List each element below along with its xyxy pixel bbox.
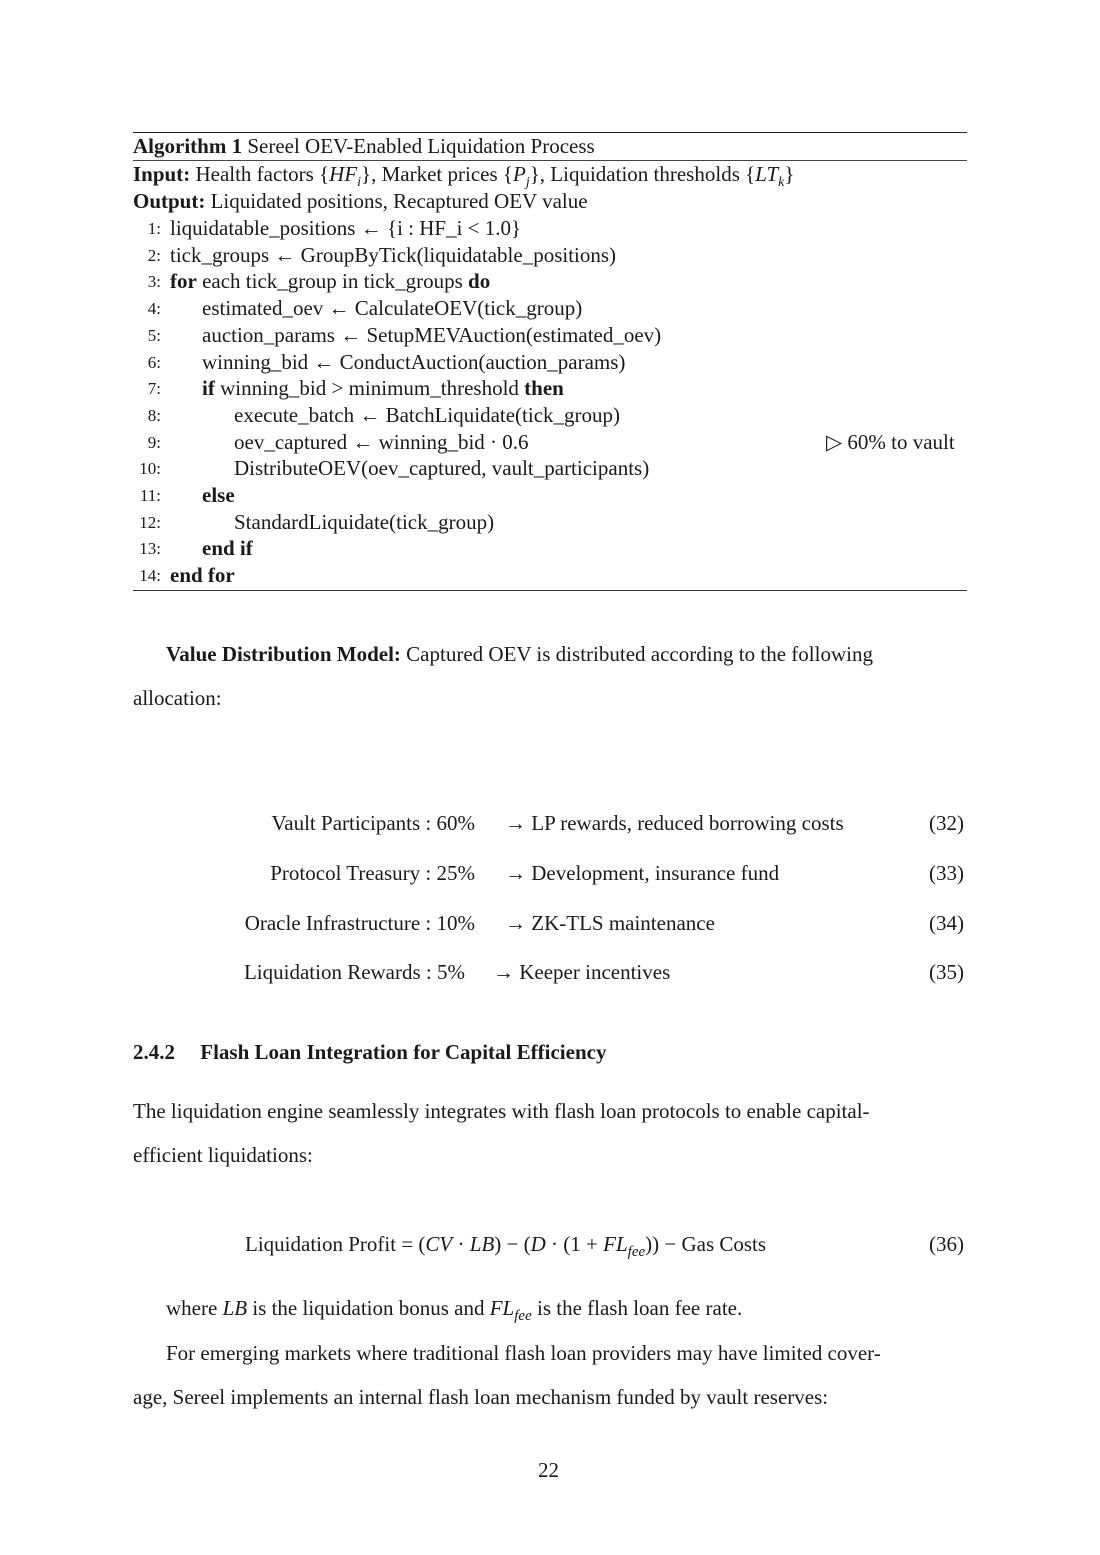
allocation-label: Liquidation Rewards : 5%	[243, 960, 465, 984]
allocation-label: Vault Participants : 60%	[271, 811, 475, 835]
value-model-text: Captured OEV is distributed according to the following	[406, 642, 873, 666]
allocation-description: → ZK-TLS maintenance	[505, 911, 715, 935]
line-text: winning_bid > minimum_threshold	[220, 376, 519, 401]
value-model-line1	[166, 642, 873, 667]
line-number: 1:	[147, 219, 161, 238]
line-text: DistributeOEV(oev_captured, vault_participants)	[234, 456, 650, 481]
section-number: 2.4.2	[133, 1040, 175, 1064]
line-number: 3:	[147, 272, 161, 292]
line-text: estimated_oev ← CalculateOEV(tick_group)	[202, 296, 583, 321]
line-text: winning_bid ← ConductAuction(auction_params)	[202, 349, 626, 374]
output-label: Output:	[133, 189, 206, 213]
where-word: where	[166, 1296, 218, 1320]
line-body	[202, 350, 625, 375]
line-body	[234, 430, 529, 455]
line-number: 5:	[147, 325, 161, 345]
line-number: 2:	[147, 245, 161, 265]
keyword: end if	[202, 536, 253, 561]
page-number: 22	[538, 1458, 559, 1482]
line-comment: ▷ 60% to vault	[826, 429, 955, 454]
equation-36-number: (36)	[929, 1232, 964, 1256]
keyword: then	[524, 376, 564, 401]
algorithm-caption	[133, 134, 595, 159]
line-number: 4:	[147, 299, 161, 319]
emerging-line2: age, Sereel implements an internal flash loan mechanism funded by vault reserves:	[133, 1385, 829, 1409]
keyword: do	[468, 269, 491, 294]
line-text: liquidatable_positions ← {i : HF_i < 1.0}	[170, 216, 522, 240]
lb-symbol: LB	[222, 1296, 248, 1320]
flash-intro-line1: The liquidation engine seamlessly integrates with flash loan protocols to enable capital-	[133, 1099, 870, 1123]
keyword: if	[202, 376, 215, 401]
algorithm-top-rule	[133, 132, 967, 133]
algorithm-label: Algorithm 1	[133, 134, 243, 158]
line-number: 13:	[139, 539, 161, 559]
equation-36-lhs: Liquidation Profit	[245, 1232, 397, 1256]
equation-number: (32)	[929, 811, 964, 835]
equation-36	[245, 1232, 767, 1260]
allocation-label: Protocol Treasury : 25%	[270, 861, 475, 885]
section-title: Flash Loan Integration for Capital Efficiency	[200, 1040, 607, 1064]
algorithm-title: Sereel OEV-Enabled Liquidation Process	[247, 134, 595, 158]
line-body	[170, 216, 521, 241]
keyword: else	[202, 483, 235, 507]
algorithm-input	[133, 162, 794, 191]
equation-36-rhs: = $(CV \cdot LB) - (D \cdot (1 + FL_{fee}))$ − Gas Costs	[401, 1232, 767, 1260]
allocation-description: → Keeper incentives	[493, 960, 671, 984]
line-text: execute_batch ← BatchLiquidate(tick_group)	[234, 402, 621, 427]
line-body	[202, 536, 253, 561]
input-text: Health factors $\{HF_i\}$, Market prices $\{P_j\}$, Liquidation thresholds $\{LT_k\}$	[195, 162, 795, 191]
where-mid-text: is the liquidation bonus and	[252, 1296, 485, 1320]
line-text: auction_params ← SetupMEVAuction(estimated_oev)	[202, 322, 662, 347]
value-model-line2: allocation:	[133, 686, 222, 710]
where-line	[166, 1296, 743, 1324]
line-body	[170, 563, 235, 588]
line-number: 9:	[147, 432, 161, 452]
line-body	[202, 376, 564, 401]
flash-intro-line2: efficient liquidations:	[133, 1143, 313, 1167]
algorithm-mid-rule	[133, 160, 967, 161]
line-body	[202, 296, 582, 321]
allocation-description: → LP rewards, reduced borrowing costs	[505, 811, 844, 835]
algorithm-output	[133, 189, 588, 214]
line-number: 7:	[147, 379, 161, 399]
line-text: oev_captured ← winning_bid · 0.6	[234, 429, 529, 454]
equation-number: (33)	[929, 861, 964, 885]
line-number: 10:	[139, 459, 161, 479]
line-body	[202, 483, 235, 508]
line-body	[170, 269, 490, 294]
line-number: 14:	[139, 566, 161, 586]
input-label: Input:	[133, 162, 191, 186]
line-number: 6:	[147, 352, 161, 372]
emerging-line1: For emerging markets where traditional flash loan providers may have limited cover-	[166, 1341, 881, 1365]
line-body	[234, 403, 620, 428]
line-body	[234, 456, 649, 481]
line-number: 12:	[139, 512, 161, 532]
allocation-label: Oracle Infrastructure : 10%	[244, 911, 475, 935]
keyword: end for	[170, 563, 235, 588]
line-text: tick_groups ← GroupByTick(liquidatable_positions)	[170, 242, 617, 267]
algorithm-bottom-rule	[133, 590, 967, 591]
line-body	[170, 243, 616, 268]
allocation-description: → Development, insurance fund	[505, 861, 780, 885]
keyword: for	[170, 269, 197, 294]
line-body	[202, 323, 661, 348]
line-number: 11:	[139, 486, 161, 505]
line-text: StandardLiquidate(tick_group)	[234, 509, 495, 534]
equation-number: (35)	[929, 960, 964, 984]
line-number: 8:	[147, 405, 161, 425]
line-text: each tick_group in tick_groups	[202, 269, 463, 294]
where-end-text: is the flash loan fee rate.	[536, 1296, 743, 1320]
line-body	[234, 510, 494, 535]
section-heading	[133, 1040, 606, 1065]
output-text: Liquidated positions, Recaptured OEV value	[210, 189, 588, 213]
equation-number: (34)	[929, 911, 964, 935]
value-model-lead: Value Distribution Model:	[166, 642, 401, 666]
fl-symbol: $FL_{fee}$	[489, 1296, 532, 1324]
